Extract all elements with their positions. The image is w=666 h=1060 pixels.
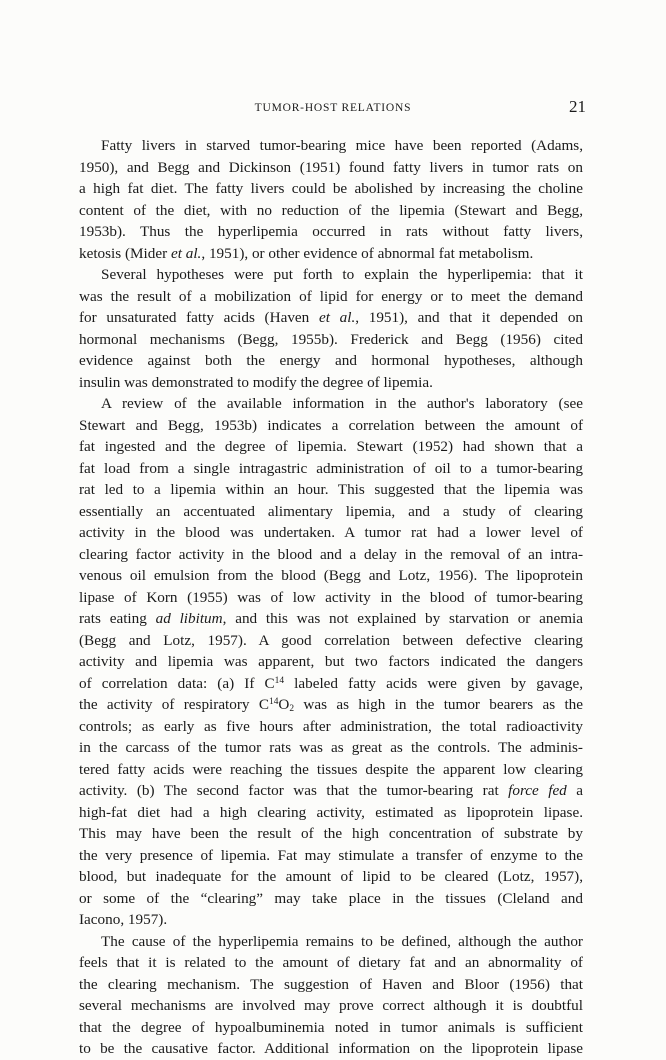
text-line: tered fatty acids were reaching the tissues despite the apparent low clearing bbox=[79, 760, 583, 778]
text-line: to be the causative factor. Additional information on the lipoprotein lipase bbox=[79, 1040, 583, 1057]
text-line: the very presence of lipemia. Fat may stimulate a transfer of enzyme to the bbox=[79, 846, 583, 864]
text-line: activity in the blood was undertaken. A tumor rat had a lower level of bbox=[79, 524, 583, 541]
text-line: for unsaturated fatty acids (Haven et al., 1951), and that it depended on bbox=[79, 309, 584, 326]
text-line: high-fat diet had a high clearing activity, estimated as lipoprotein lipase. bbox=[79, 803, 583, 821]
text-line: feels that it is related to the amount of dietary fat and an abnormality of bbox=[79, 954, 583, 971]
text-line: insulin was demonstrated to modify the degree of lipemia. bbox=[79, 373, 433, 391]
text-line: blood, but inadequate for the amount of lipid to be cleared (Lotz, 1957), bbox=[79, 868, 583, 885]
text-line: content of the diet, with no reduction of the lipemia (Stewart and Begg, bbox=[79, 201, 583, 219]
text-line: 1950), and Begg and Dickinson (1951) found fatty livers in tumor rats on bbox=[79, 158, 583, 176]
text-line: The cause of the hyperlipemia remains to be defined, although the author bbox=[101, 932, 583, 950]
text-line: several mechanisms are involved may prove correct although it is doubtful bbox=[79, 997, 583, 1014]
text-line: fat load from a single intragastric administration of oil to a tumor-bearing bbox=[79, 459, 583, 477]
text-line: Stewart and Begg, 1953b) indicates a correlation between the amount of bbox=[79, 416, 583, 434]
text-line: controls; as early as five hours after administration, the total radioactivity bbox=[79, 717, 583, 735]
text-line: that the degree of hypoalbuminemia noted in tumor animals is sufficient bbox=[79, 1018, 583, 1036]
text-line: A review of the available information in the author's laboratory (see bbox=[101, 395, 583, 412]
text-line: was the result of a mobilization of lipid for energy or to meet the demand bbox=[79, 287, 583, 305]
text-line: a high fat diet. The fatty livers could be abolished by increasing the choline bbox=[79, 180, 583, 197]
page-number: 21 bbox=[569, 97, 586, 116]
text-line: rats eating ad libitum, and this was not explained by starvation or anemia bbox=[79, 610, 583, 627]
text-line: 1953b). Thus the hyperlipemia occurred in rats without fatty livers, bbox=[79, 223, 583, 240]
text-line: or some of the “clearing” may take place in the tissues (Cleland and bbox=[79, 889, 583, 907]
text-line: This may have been the result of the high concentration of substrate by bbox=[79, 825, 583, 842]
text-line: essentially an accentuated alimentary lipemia, and a study of clearing bbox=[79, 502, 583, 520]
text-line: Several hypotheses were put forth to explain the hyperlipemia: that it bbox=[101, 266, 583, 283]
text-line: Iacono, 1957). bbox=[79, 911, 168, 928]
text-line: evidence against both the energy and hormonal hypotheses, although bbox=[79, 352, 583, 369]
text-line: venous oil emulsion from the blood (Begg and Lotz, 1956). The lipoprotein bbox=[79, 567, 583, 584]
text-line: activity. (b) The second factor was that the tumor-bearing rat force fed a bbox=[79, 782, 583, 799]
text-line: rat led to a lipemia within an hour. This suggested that the lipemia was bbox=[79, 481, 583, 498]
body-text bbox=[79, 135, 583, 1060]
text-line: the activity of respiratory $C^{14}O_2$ was as high in the tumor bearers as the bbox=[79, 696, 584, 714]
text-line: fat ingested and the degree of lipemia. Stewart (1952) had shown that a bbox=[79, 438, 583, 455]
text-line: Fatty livers in starved tumor-bearing mice have been reported (Adams, bbox=[101, 137, 583, 154]
text-line: (Begg and Lotz, 1957). A good correlation between defective clearing bbox=[79, 631, 583, 649]
text-line: the clearing mechanism. The suggestion of Haven and Bloor (1956) that bbox=[79, 975, 583, 993]
text-line: of correlation data: (a) If $C^{14}$ labeled fatty acids were given by gavage, bbox=[79, 674, 584, 692]
text-line: ketosis (Mider et al., 1951), or other evidence of abnormal fat metabolism. bbox=[79, 244, 534, 262]
running-title: TUMOR-HOST RELATIONS bbox=[254, 102, 412, 114]
text-line: in the carcass of the tumor rats was as great as the controls. The adminis- bbox=[79, 739, 583, 756]
text-line: clearing factor activity in the blood and a delay in the removal of an intra- bbox=[79, 545, 583, 563]
text-line: lipase of Korn (1955) was of low activity in the blood of tumor-bearing bbox=[79, 588, 583, 606]
text-line: activity and lipemia was apparent, but two factors indicated the dangers bbox=[79, 653, 583, 670]
text-line: hormonal mechanisms (Begg, 1955b). Frederick and Begg (1956) cited bbox=[79, 330, 583, 348]
